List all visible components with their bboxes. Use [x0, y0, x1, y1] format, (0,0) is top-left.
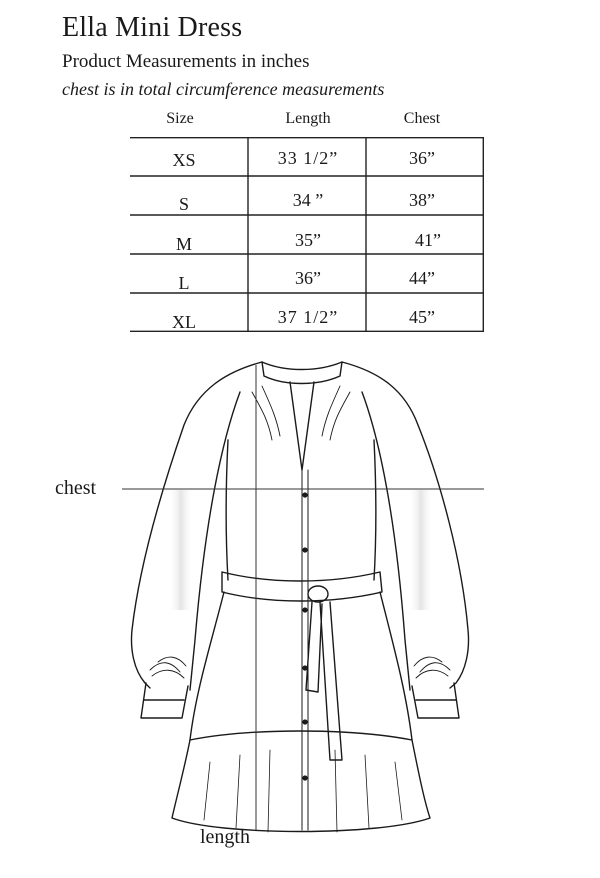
- chest-label: chest: [55, 477, 97, 499]
- table-row-l-chest: 44”: [409, 268, 435, 288]
- page-title: Ella Mini Dress: [62, 12, 243, 43]
- table-row-xs-size: XS: [172, 150, 196, 170]
- table-row-l-size: L: [178, 273, 190, 293]
- table-row-xl-chest: 45”: [409, 307, 435, 327]
- table-row-s-size: S: [178, 194, 189, 214]
- length-label: length: [200, 826, 250, 848]
- page-subtitle: Product Measurements in inches: [62, 51, 310, 72]
- placket-buttons: [302, 492, 307, 780]
- table-row-xs-chest: 36”: [409, 148, 435, 168]
- column-header-length: Length: [285, 110, 331, 127]
- table-row-l-length: 36”: [295, 268, 321, 288]
- collar: [262, 362, 342, 384]
- table-row-m-length: 35”: [295, 230, 321, 250]
- column-header-chest: Chest: [403, 110, 441, 127]
- table-row-s-chest: 38”: [409, 190, 435, 210]
- column-header-size: Size: [166, 110, 194, 127]
- measurement-note: chest is in total circumference measurements: [62, 79, 385, 99]
- table-row-xl-length: 37 1/2”: [277, 307, 339, 327]
- table-row-s-length: 34 ”: [292, 190, 324, 210]
- left-sleeve: [132, 362, 262, 688]
- table-row-xl-size: XL: [172, 312, 196, 332]
- table-row-m-chest: 41”: [415, 230, 441, 250]
- table-row-m-size: M: [175, 234, 192, 254]
- ruffle-hem: [172, 740, 430, 832]
- table-row-xs-length: 33 1/2”: [277, 148, 339, 168]
